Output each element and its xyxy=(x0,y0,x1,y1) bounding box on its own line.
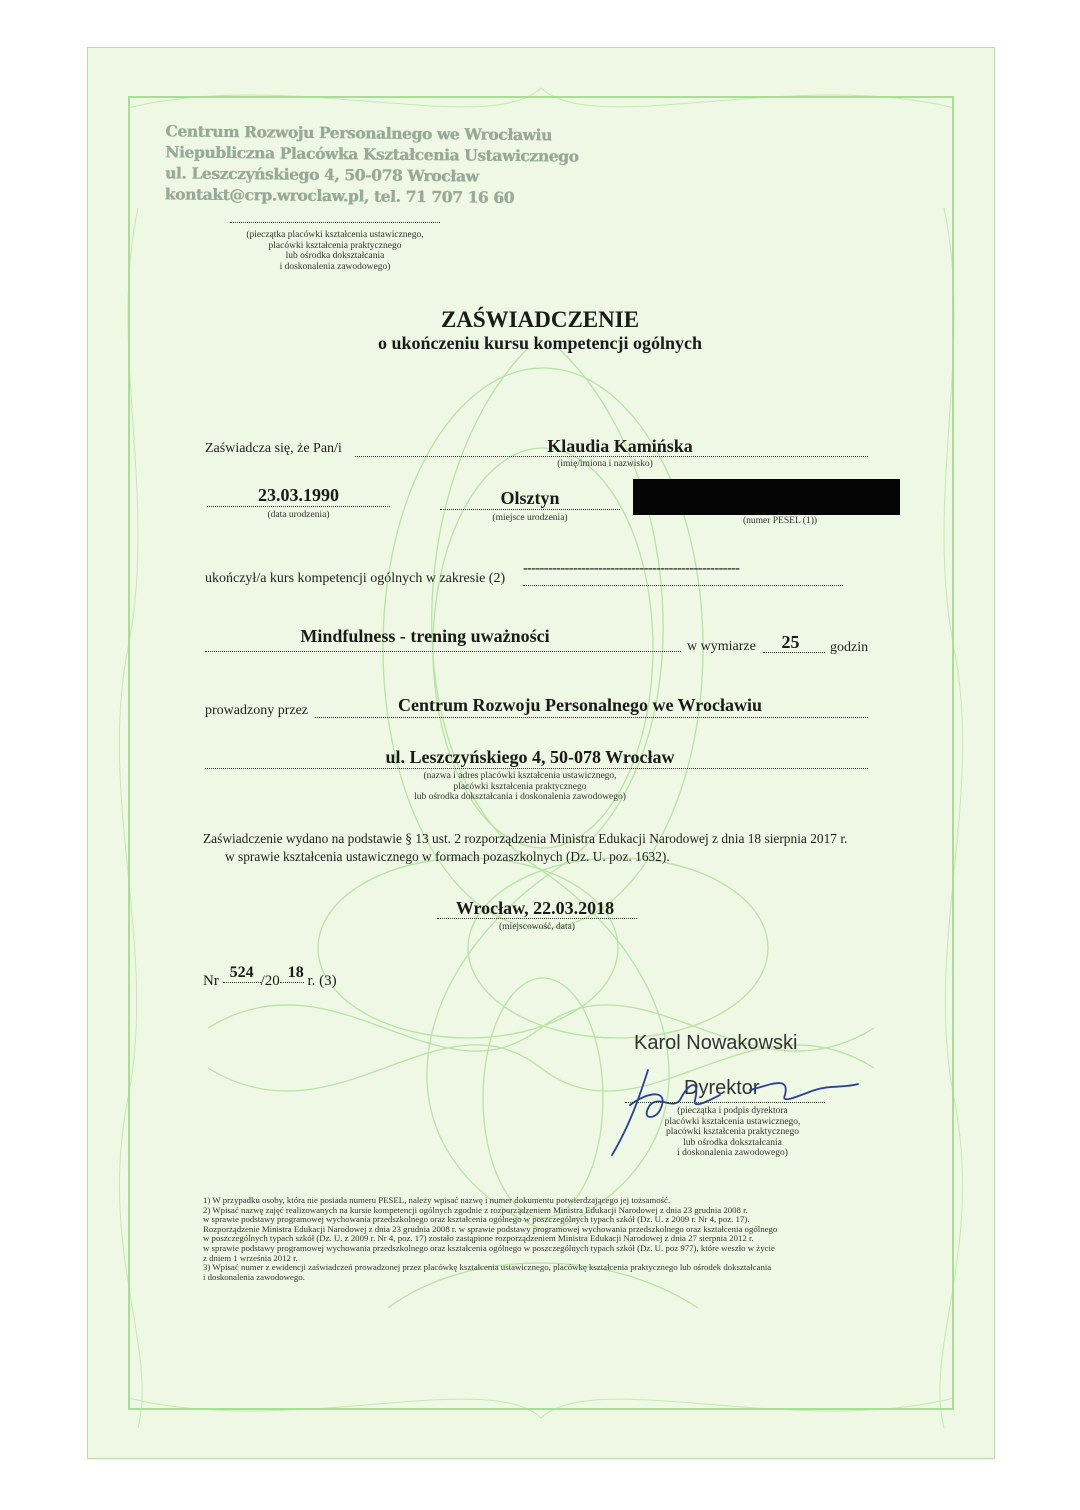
footnote-line: 3) Wpisać numer z ewidencji zaświadczeń prowadzonej przez placówkę kształcenia ustawicznego, placówkę kształcenia praktycznego lub ośrodek dokształcania xyxy=(203,1262,772,1273)
number-year: 18 xyxy=(280,964,304,983)
course-hours: 25 xyxy=(781,632,800,652)
footnotes xyxy=(203,1196,883,1282)
birth-place-dotted-line xyxy=(440,509,620,510)
name-caption: (imię/imiona i nazwisko) xyxy=(557,459,653,469)
provider-caption: (nazwa i adres placówki kształcenia ustawicznego, placówki kształcenia praktycznego lub ośrodka dokształcania i doskonalenia zawodowego) xyxy=(414,771,626,802)
footnote-line: w sprawie podstawy programowej wychowania przedszkolnego oraz kształcenia ogólnego w poszczególnych typach szkół (Dz. U. poz 977), które weszło w życie xyxy=(203,1242,775,1253)
stamp-caption: (pieczątka placówki kształcenia ustawicznego, placówki kształcenia praktycznego lub ośrodka dokształcania i doskonalenia zawodowego) xyxy=(246,230,424,272)
provider-name: Centrum Rozwoju Personalnego we Wrocławiu xyxy=(398,695,762,715)
course-dotted-line xyxy=(205,651,681,652)
course-name: Mindfulness - trening uważności xyxy=(300,626,550,646)
footnote-line: 2) Wpisać nazwę zajęć realizowanych na kursie kompetencji ogólnych zgodnie z rozporządzeniem Ministra Edukacji Narodowej z dnia 23 grudnia 2008 r. xyxy=(203,1204,748,1215)
pesel-caption: (numer PESEL (1)) xyxy=(742,516,818,526)
birth-date: 23.03.1990 xyxy=(258,485,339,505)
birth-date-caption: (data urodzenia) xyxy=(267,510,330,520)
scope-dotted-line xyxy=(523,585,843,586)
director-name: Karol Nowakowski xyxy=(634,1032,798,1054)
provider-address: ul. Leszczyńskiego 4, 50-078 Wrocław xyxy=(385,747,675,767)
birth-place-caption: (miejsce urodzenia) xyxy=(492,513,568,523)
pesel-redaction xyxy=(633,479,900,515)
issue-caption: (miejscowość, data) xyxy=(499,922,575,932)
legal-basis-line-2: w sprawie kształcenia ustawicznego w formach pozaszkolnych (Dz. U. poz. 1632). xyxy=(225,849,670,864)
footnote-line: i doskonalenia zawodowego. xyxy=(203,1271,305,1282)
address-dotted-line xyxy=(205,768,868,769)
number-separator: /20 xyxy=(260,973,280,989)
institution-stamp xyxy=(164,120,579,208)
scope-value: ---------------------------------------------------- xyxy=(523,561,740,576)
stamp-line-3: ul. Leszczyńskiego 4, 50-078 Wrocław xyxy=(164,163,479,186)
issue-place-date: Wrocław, 22.03.2018 xyxy=(455,898,615,918)
footnote-line: w poszczególnych typach szkół (Dz. U. z 2009 r. Nr 4, poz. 17) zostało zastąpione rozporządzeniem Ministra Edukacji Narodowej z dnia 27 sierpnia 2012 r. xyxy=(203,1233,754,1244)
birth-place: Olsztyn xyxy=(500,488,560,508)
signature-dotted-line xyxy=(625,1102,825,1103)
number-value: 524 xyxy=(223,964,261,983)
provider-label: prowadzony przez xyxy=(205,703,309,718)
document-title: ZAŚWIADCZENIE xyxy=(440,307,640,332)
birth-date-dotted-line xyxy=(207,506,390,507)
signature-caption: (pieczątka i podpis dyrektora placówki kształcenia ustawicznego, placówki kształcenia praktycznego lub ośrodka dokształcania i doskonalenia zawodowego) xyxy=(664,1106,801,1158)
number-suffix: r. (3) xyxy=(307,973,337,989)
document-subtitle: o ukończeniu kursu kompetencji ogólnych xyxy=(377,333,703,353)
footnote-line: Rozporządzenie Ministra Edukacji Narodowej z dnia 23 grudnia 2008 r. w sprawie podstawy programowej wychowania przedszkolnego oraz kształcenia ogólnego xyxy=(203,1223,778,1234)
person-name: Klaudia Kamińska xyxy=(547,436,693,456)
stamp-line-1: Centrum Rozwoju Personalnego we Wrocławiu xyxy=(165,121,552,145)
scope-label: ukończył/a kurs kompetencji ogólnych w zakresie (2) xyxy=(205,571,506,586)
number-prefix: Nr xyxy=(203,973,219,989)
certificate-number xyxy=(203,964,337,991)
footnote-line: w sprawie podstawy programowej wychowania przedszkolnego oraz kształcenia ogólnego w poszczególnych typach szkół (Dz. U. z 2009 r. Nr 4, poz. 17). xyxy=(203,1214,750,1225)
director-title: Dyrektor xyxy=(684,1077,760,1099)
legal-basis-line-1: Zaświadczenie wydano na podstawie § 13 ust. 2 rozporządzenia Ministra Edukacji Narodowej z dnia 18 sierpnia 2017 r. xyxy=(203,831,848,846)
footnote-line: 1) W przypadku osoby, która nie posiada numeru PESEL, należy wpisać nazwę i numer dokumentu potwierdzającego jej tożsamość. xyxy=(203,1195,671,1205)
stamp-line-2: Niepubliczna Placówka Kształcenia Ustawicznego xyxy=(165,142,579,166)
footnote-line: z dniem 1 września 2012 r. xyxy=(203,1252,298,1263)
stamp-dotted-line xyxy=(230,222,440,223)
stamp-line-4: kontakt@crp.wroclaw.pl, tel. 71 707 16 60 xyxy=(164,184,515,208)
extent-label: w wymiarze xyxy=(687,639,756,654)
certify-label: Zaświadcza się, że Pan/i xyxy=(205,441,342,456)
provider-dotted-line xyxy=(315,717,868,718)
hours-label: godzin xyxy=(830,640,869,655)
